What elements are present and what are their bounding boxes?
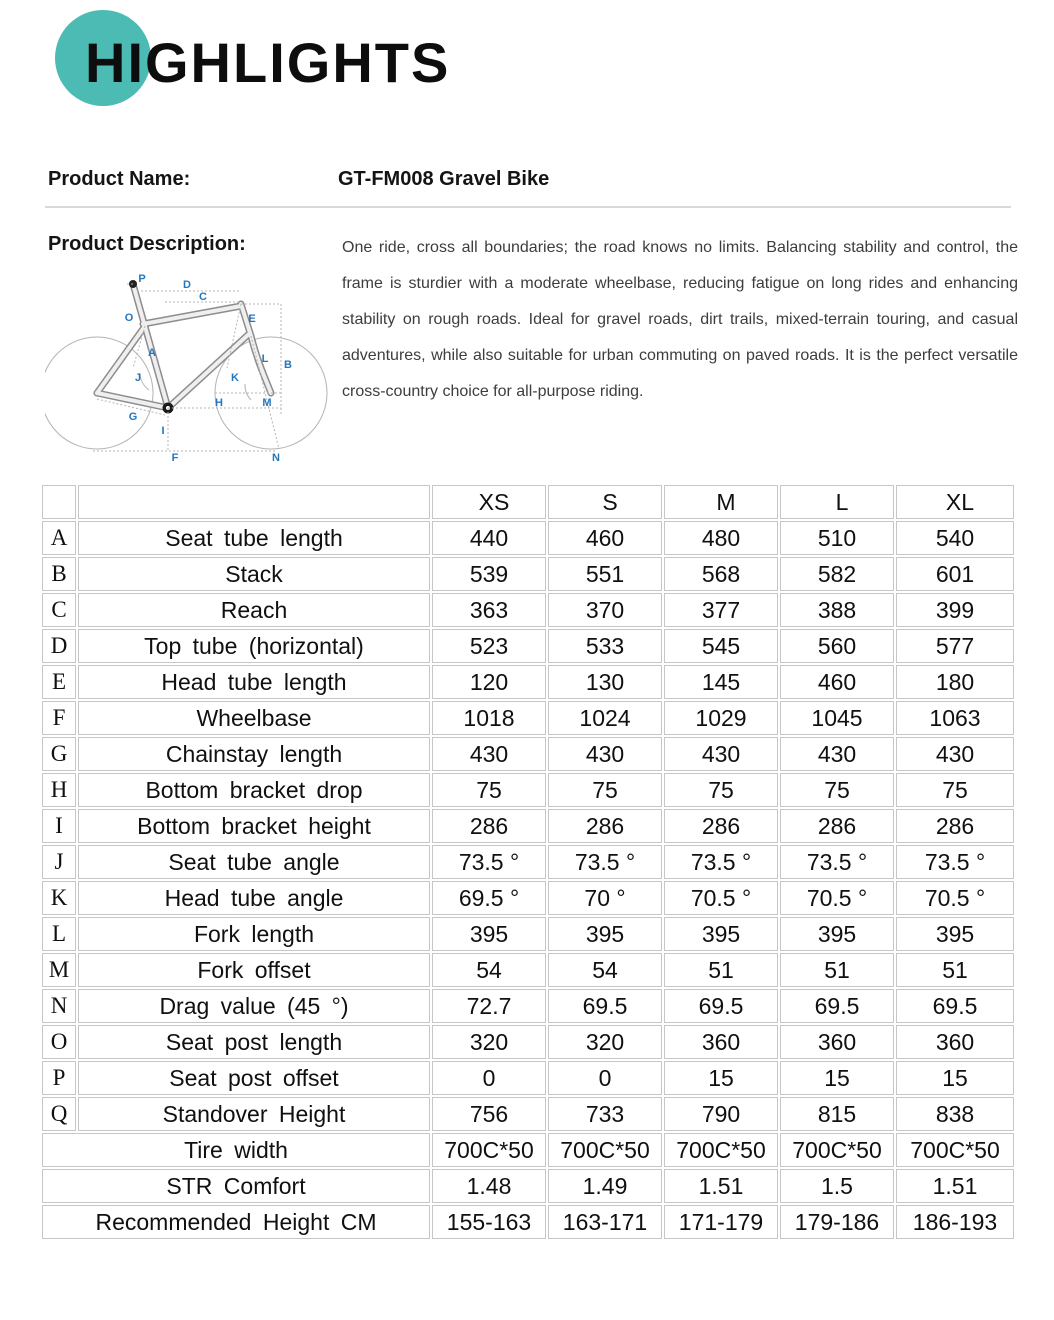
spec-row [42,593,1014,627]
size-header-xl: XL [896,485,1014,519]
spec-value-cell: 179-186 [780,1205,894,1239]
spec-value-cell: 363 [432,593,546,627]
spec-letter-cell: Q [42,1097,76,1131]
spec-table [40,483,1016,1241]
spec-letter-cell: L [42,917,76,951]
spec-value-cell: 838 [896,1097,1014,1131]
spec-value-cell: 360 [664,1025,778,1059]
spec-value-cell: 1063 [896,701,1014,735]
product-name-value: GT-FM008 Gravel Bike [338,168,550,190]
spec-value-cell: 395 [664,917,778,951]
spec-letter-cell: K [42,881,76,915]
diagram-label-D: D [183,279,191,291]
spec-row [42,1061,1014,1095]
spec-value-cell: 1024 [548,701,662,735]
spec-value-cell: 1045 [780,701,894,735]
spec-value-cell: 51 [896,953,1014,987]
spec-value-cell: 370 [548,593,662,627]
spec-label-cell: Seat post offset [78,1061,430,1095]
spec-letter-cell: B [42,557,76,591]
spec-letter-cell: O [42,1025,76,1059]
spec-value-cell: 430 [780,737,894,771]
spec-label-cell: Reach [78,593,430,627]
spec-label-cell: Top tube (horizontal) [78,629,430,663]
spec-row [42,1097,1014,1131]
spec-value-cell: 69.5 [548,989,662,1023]
spec-value-cell: 395 [432,917,546,951]
spec-letter-cell: E [42,665,76,699]
spec-value-cell: 69.5 [896,989,1014,1023]
spec-header-row [42,485,1014,519]
spec-value-cell: 0 [548,1061,662,1095]
size-header-xs: XS [432,485,546,519]
spec-row [42,665,1014,699]
diagram-label-K: K [231,372,239,384]
spec-value-cell: 700C*50 [664,1133,778,1167]
size-header-l: L [780,485,894,519]
diagram-label-C: C [199,291,207,303]
spec-value-cell: 1.5 [780,1169,894,1203]
spec-value-cell: 72.7 [432,989,546,1023]
diagram-label-B: B [284,359,292,371]
spec-value-cell: 430 [896,737,1014,771]
diagram-label-O: O [124,312,134,324]
spec-letter-cell: H [42,773,76,807]
spec-value-cell: 69.5 ° [432,881,546,915]
spec-value-cell: 815 [780,1097,894,1131]
spec-table-body [42,485,1014,1239]
spec-value-cell: 523 [432,629,546,663]
spec-label-cell: Drag value (45 °) [78,989,430,1023]
spec-value-cell: 399 [896,593,1014,627]
spec-value-cell: 73.5 ° [432,845,546,879]
spec-value-cell: 700C*50 [548,1133,662,1167]
spec-value-cell: 320 [548,1025,662,1059]
spec-row [42,521,1014,555]
spec-label-cell: Bottom bracket height [78,809,430,843]
spec-value-cell: 430 [548,737,662,771]
spec-value-cell: 1.51 [664,1169,778,1203]
spec-letter-cell: F [42,701,76,735]
spec-label-cell: Seat tube angle [78,845,430,879]
spec-value-cell: 700C*50 [896,1133,1014,1167]
spec-value-cell: 460 [548,521,662,555]
spec-value-cell: 533 [548,629,662,663]
spec-value-cell: 460 [780,665,894,699]
spec-value-cell: 480 [664,521,778,555]
spec-value-cell: 73.5 ° [896,845,1014,879]
spec-value-cell: 155-163 [432,1205,546,1239]
spec-value-cell: 360 [896,1025,1014,1059]
spec-letter-cell: J [42,845,76,879]
spec-value-cell: 440 [432,521,546,555]
diagram-label-A: A [148,347,156,359]
spec-letter-cell: D [42,629,76,663]
diagram-label-G: G [128,411,138,423]
spec-value-cell: 1.51 [896,1169,1014,1203]
spec-label-cell: Stack [78,557,430,591]
spec-value-cell: 545 [664,629,778,663]
diagram-label-E: E [248,313,256,325]
diagram-label-N: N [272,452,280,464]
spec-value-cell: 360 [780,1025,894,1059]
spec-row [42,557,1014,591]
spec-value-cell: 601 [896,557,1014,591]
spec-value-cell: 0 [432,1061,546,1095]
spec-label-cell: Chainstay length [78,737,430,771]
spec-letter-cell: P [42,1061,76,1095]
spec-label-cell: Bottom bracket drop [78,773,430,807]
spec-value-cell: 171-179 [664,1205,778,1239]
spec-row [42,989,1014,1023]
diagram-label-I: I [161,425,165,437]
spec-value-cell: 568 [664,557,778,591]
diagram-label-P: P [138,273,146,285]
spec-label-cell: Fork length [78,917,430,951]
spec-value-cell: 430 [664,737,778,771]
spec-value-cell: 73.5 ° [664,845,778,879]
logo-text: HIGHLIGHTS [85,31,451,94]
spec-value-cell: 756 [432,1097,546,1131]
spec-value-cell: 286 [664,809,778,843]
spec-value-cell: 395 [780,917,894,951]
spec-value-cell: 186-193 [896,1205,1014,1239]
spec-value-cell: 75 [664,773,778,807]
spec-value-cell: 145 [664,665,778,699]
spec-letter-cell: N [42,989,76,1023]
spec-value-cell: 69.5 [664,989,778,1023]
spec-label-cell: STR Comfort [42,1169,430,1203]
spec-value-cell: 733 [548,1097,662,1131]
spec-value-cell: 75 [432,773,546,807]
spec-value-cell: 430 [432,737,546,771]
spec-value-cell: 73.5 ° [548,845,662,879]
spec-value-cell: 15 [780,1061,894,1095]
spec-letter-cell: A [42,521,76,555]
spec-value-cell: 15 [664,1061,778,1095]
spec-value-cell: 577 [896,629,1014,663]
diagram-label-H: H [215,397,223,409]
spec-letter-cell: I [42,809,76,843]
spec-value-cell: 395 [548,917,662,951]
spec-row [42,1133,1014,1167]
spec-row [42,809,1014,843]
spec-row [42,845,1014,879]
spec-value-cell: 1029 [664,701,778,735]
diagram-label-L: L [261,353,269,365]
spec-row [42,737,1014,771]
spec-letter-cell: G [42,737,76,771]
spec-label-cell: Wheelbase [78,701,430,735]
spec-value-cell: 180 [896,665,1014,699]
spec-label-cell: Seat tube length [78,521,430,555]
spec-value-cell: 551 [548,557,662,591]
spec-value-cell: 395 [896,917,1014,951]
spec-label-cell: Tire width [42,1133,430,1167]
spec-value-cell: 70.5 ° [780,881,894,915]
spec-value-cell: 1.49 [548,1169,662,1203]
section-divider [45,206,1011,208]
spec-value-cell: 286 [432,809,546,843]
product-name-label: Product Name: [48,168,191,190]
diagram-label-J: J [134,372,142,384]
spec-header-letter-cell [42,485,76,519]
spec-value-cell: 51 [780,953,894,987]
spec-value-cell: 320 [432,1025,546,1059]
spec-value-cell: 73.5 ° [780,845,894,879]
spec-label-cell: Fork offset [78,953,430,987]
spec-value-cell: 700C*50 [780,1133,894,1167]
spec-value-cell: 120 [432,665,546,699]
diagram-label-F: F [171,452,179,464]
size-header-m: M [664,485,778,519]
spec-label-cell: Head tube angle [78,881,430,915]
size-header-s: S [548,485,662,519]
spec-value-cell: 69.5 [780,989,894,1023]
spec-row [42,1169,1014,1203]
spec-label-cell: Recommended Height CM [42,1205,430,1239]
spec-value-cell: 70 ° [548,881,662,915]
spec-value-cell: 54 [548,953,662,987]
spec-value-cell: 51 [664,953,778,987]
spec-value-cell: 790 [664,1097,778,1131]
spec-value-cell: 582 [780,557,894,591]
spec-row [42,773,1014,807]
spec-value-cell: 75 [780,773,894,807]
spec-value-cell: 286 [548,809,662,843]
bike-geometry-diagram [45,260,337,466]
spec-value-cell: 70.5 ° [664,881,778,915]
spec-value-cell: 1018 [432,701,546,735]
spec-value-cell: 75 [548,773,662,807]
spec-value-cell: 286 [896,809,1014,843]
spec-row [42,953,1014,987]
spec-value-cell: 560 [780,629,894,663]
spec-value-cell: 1.48 [432,1169,546,1203]
spec-value-cell: 539 [432,557,546,591]
spec-value-cell: 700C*50 [432,1133,546,1167]
spec-value-cell: 510 [780,521,894,555]
product-description-label: Product Description: [48,233,246,255]
spec-letter-cell: M [42,953,76,987]
spec-label-cell: Head tube length [78,665,430,699]
spec-value-cell: 130 [548,665,662,699]
spec-value-cell: 286 [780,809,894,843]
spec-value-cell: 163-171 [548,1205,662,1239]
spec-row [42,701,1014,735]
spec-value-cell: 540 [896,521,1014,555]
spec-value-cell: 75 [896,773,1014,807]
spec-row [42,917,1014,951]
spec-label-cell: Seat post length [78,1025,430,1059]
spec-row [42,1025,1014,1059]
spec-value-cell: 15 [896,1061,1014,1095]
spec-value-cell: 388 [780,593,894,627]
bike-geometry-svg [45,260,337,466]
spec-value-cell: 377 [664,593,778,627]
spec-row [42,881,1014,915]
spec-value-cell: 70.5 ° [896,881,1014,915]
spec-table-wrap [40,483,1016,1241]
spec-value-cell: 54 [432,953,546,987]
product-name-row [48,168,1014,191]
spec-header-label-cell [78,485,430,519]
product-description-text: One ride, cross all boundaries; the road knows no limits. Balancing stability and control, the frame is sturdier with a moderate wheelbase, reducing fatigue on long rides and enhancing stability on rough roads. Ideal for gravel roads, dirt trails, mixed-terrain touring, and casual adventures, while also suitable for urban commuting on paved roads. It is the perfect versatile cross-country choice for all-purpose riding. [342,239,1018,400]
spec-label-cell: Standover Height [78,1097,430,1131]
spec-row [42,629,1014,663]
diagram-label-M: M [262,397,272,409]
spec-row [42,1205,1014,1239]
spec-letter-cell: C [42,593,76,627]
dimension-lines [93,284,281,451]
